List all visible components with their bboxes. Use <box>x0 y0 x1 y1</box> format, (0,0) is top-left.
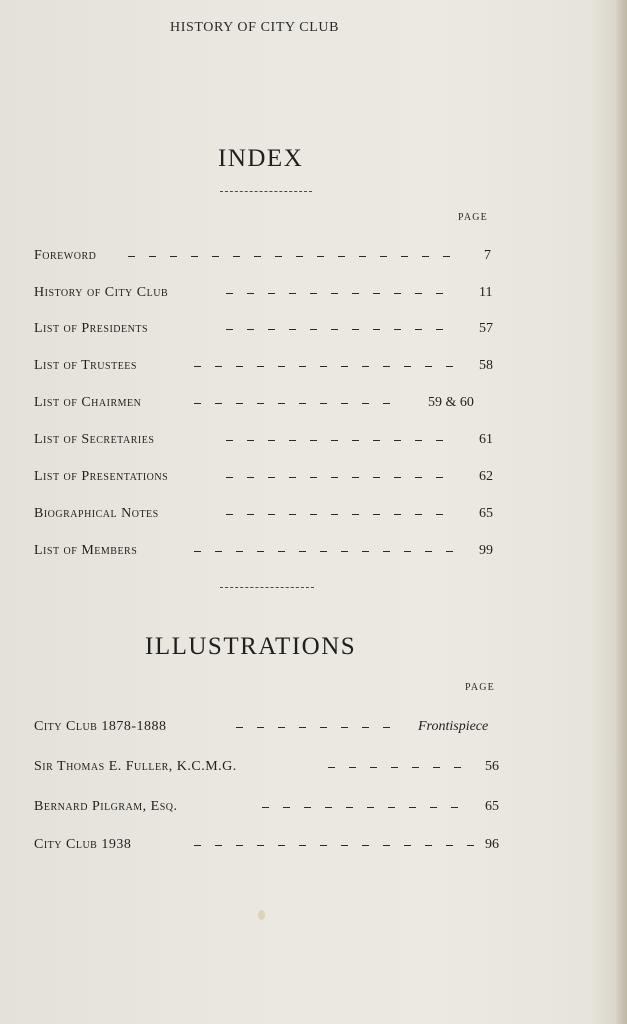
section-divider-rule <box>220 587 314 588</box>
index-entry-title: List of Chairmen <box>34 395 142 410</box>
index-entry-page: 65 <box>479 506 493 521</box>
illustration-entry-leader <box>236 716 404 738</box>
index-title-rule <box>220 191 312 192</box>
index-entry-title: Foreword <box>34 248 97 263</box>
index-entry-trustees <box>34 355 137 377</box>
index-title: INDEX <box>218 145 304 172</box>
illustration-entry-page: 65 <box>485 799 499 814</box>
index-entry-leader <box>194 355 467 377</box>
illustration-entry-pilgram <box>34 796 178 818</box>
running-head: HISTORY OF CITY CLUB <box>170 20 340 35</box>
index-entry-page: 57 <box>479 321 493 336</box>
index-entry-title: List of Secretaries <box>34 432 155 447</box>
illustration-entry-page: 56 <box>485 759 499 774</box>
index-entry-leader <box>226 466 457 488</box>
illustration-entry-fuller <box>34 756 237 778</box>
index-entry-history <box>34 282 168 304</box>
index-entry-page: 61 <box>479 432 493 447</box>
index-entry-leader <box>128 245 464 267</box>
index-entry-leader <box>226 429 457 451</box>
paper-stain <box>258 910 265 920</box>
illustration-entry-city-club-1878 <box>34 716 167 738</box>
index-entry-biographical-notes <box>34 503 159 525</box>
illustration-entry-leader <box>262 796 472 818</box>
index-entry-page: 99 <box>479 543 493 558</box>
index-entry-title: List of Members <box>34 543 138 558</box>
index-entry-page: 59 & 60 <box>428 395 474 410</box>
illustration-entry-title: Bernard Pilgram, Esq. <box>34 799 178 814</box>
index-entry-presentations <box>34 466 168 488</box>
illustration-entry-title: Sir Thomas E. Fuller, K.C.M.G. <box>34 759 237 774</box>
index-entry-leader <box>226 282 457 304</box>
illustration-entry-leader <box>328 756 475 778</box>
index-entry-title: Biographical Notes <box>34 506 159 521</box>
index-entry-title: List of Trustees <box>34 358 137 373</box>
illustration-entry-page: Frontispiece <box>418 719 489 734</box>
index-entry-title: List of Presidents <box>34 321 149 336</box>
index-entry-title: List of Presentations <box>34 469 169 484</box>
index-entry-page: 11 <box>479 285 493 300</box>
index-entry-leader <box>194 392 404 414</box>
illustrations-page-column-label: PAGE <box>465 682 495 693</box>
index-page-column-label: PAGE <box>458 212 488 223</box>
illustration-entry-city-club-1938 <box>34 834 131 856</box>
index-entry-leader <box>226 503 457 525</box>
index-entry-page: 62 <box>479 469 493 484</box>
illustration-entry-leader <box>194 834 488 856</box>
illustration-entry-title: City Club 1938 <box>34 837 132 852</box>
index-entry-page: 58 <box>479 358 493 373</box>
illustration-entry-title: City Club 1878-1888 <box>34 719 167 734</box>
index-entry-title: History of City Club <box>34 285 169 300</box>
index-entry-foreword <box>34 245 96 267</box>
illustrations-title: ILLUSTRATIONS <box>145 633 357 660</box>
index-entry-page: 7 <box>484 248 491 263</box>
index-entry-secretaries <box>34 429 154 451</box>
illustration-entry-page: 96 <box>485 837 499 852</box>
page-gutter-shadow <box>615 0 627 1024</box>
index-entry-leader <box>226 318 457 340</box>
index-entry-members <box>34 540 137 562</box>
index-entry-leader <box>194 540 467 562</box>
index-entry-presidents <box>34 318 148 340</box>
index-entry-chairmen <box>34 392 141 414</box>
